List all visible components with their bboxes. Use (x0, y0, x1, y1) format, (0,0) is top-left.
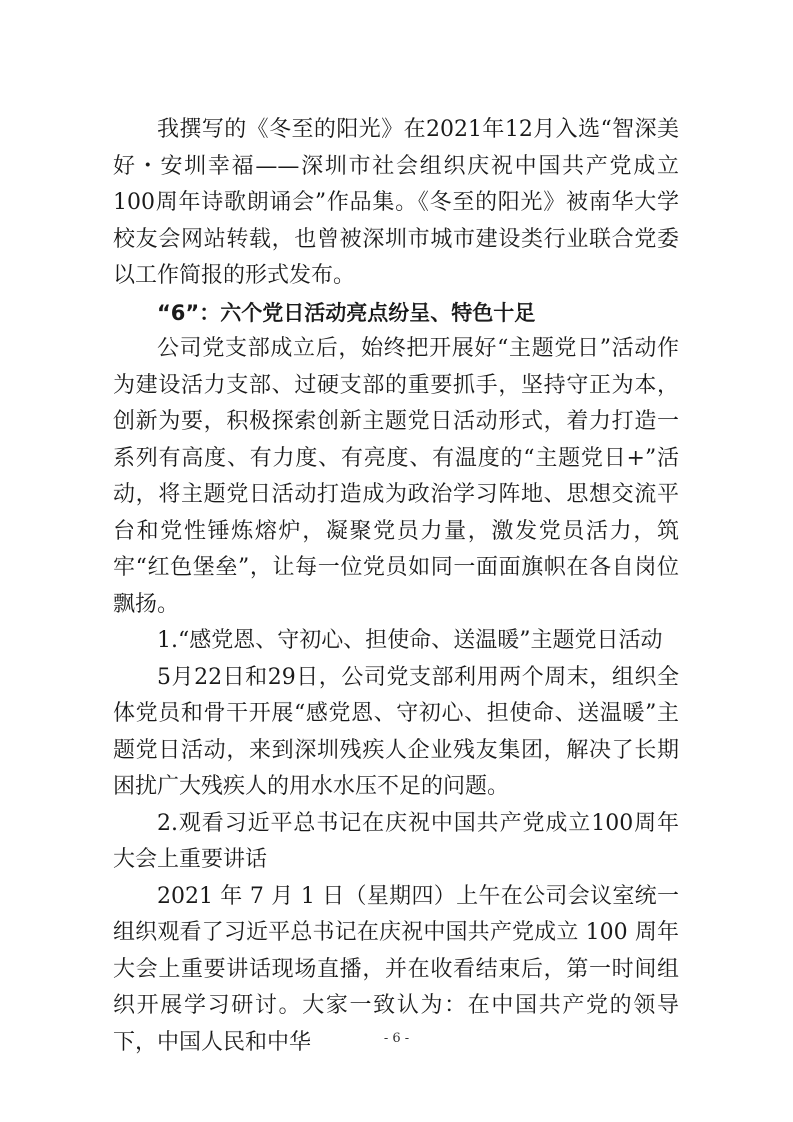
paragraph-poem-collection: 我撰写的《冬至的阳光》在2021年12月入选“智深美好・安圳幸福——深圳市社会组织庆祝中国共产党成立100周年诗歌朗诵会”作品集。《冬至的阳光》被南华大学校友会网站转载，也曾被深圳市城市建设类行业联合党委以工作简报的形式发布。 (113, 117, 679, 288)
section-heading: “6”：六个党日活动亮点纷呈、特色十足 (157, 300, 536, 325)
paragraph-activity-1: 5月22日和29日，公司党支部利用两个周末，组织全体党员和骨干开展“感党恩、守初心、担使命、送温暖”主题党日活动，来到深圳残疾人企业残友集团，解决了长期困扰广大残疾人的用水水压不足的问题。 (113, 664, 679, 799)
subheading-activity-2: 2.观看习近平总书记在庆祝中国共产党成立100周年大会上重要讲话 (113, 810, 679, 872)
paragraph-activity-2: 2021 年 7 月 1 日（星期四）上午在公司会议室统一组织观看了习近平总书记在庆祝中国共产党成立 100 周年大会上重要讲话现场直播，并在收看结束后，第一时间组织开展学习研讨。大家一致认为：在中国共产党的领导下，中国人民和中华 (113, 883, 679, 1055)
paragraph-party-day-intro: 公司党支部成立后，始终把开展好“主题党日”活动作为建设活力支部、过硬支部的重要抓手，坚持守正为本，创新为要，积极探索创新主题党日活动形式，着力打造一系列有高度、有力度、有亮度、有温度的“主题党日+”活动，将主题党日活动打造成为政治学习阵地、思想交流平台和党性锤炼熔炉，凝聚党员力量，激发党员活力，筑牢“红色堡垒”，让每一位党员如同一面面旗帜在各自岗位飘扬。 (113, 336, 679, 617)
subheading-activity-1: 1.“感党恩、守初心、担使命、送温暖”主题党日活动 (157, 628, 663, 653)
body-text (113, 112, 679, 1061)
page-number: - 6 - (383, 1031, 410, 1046)
